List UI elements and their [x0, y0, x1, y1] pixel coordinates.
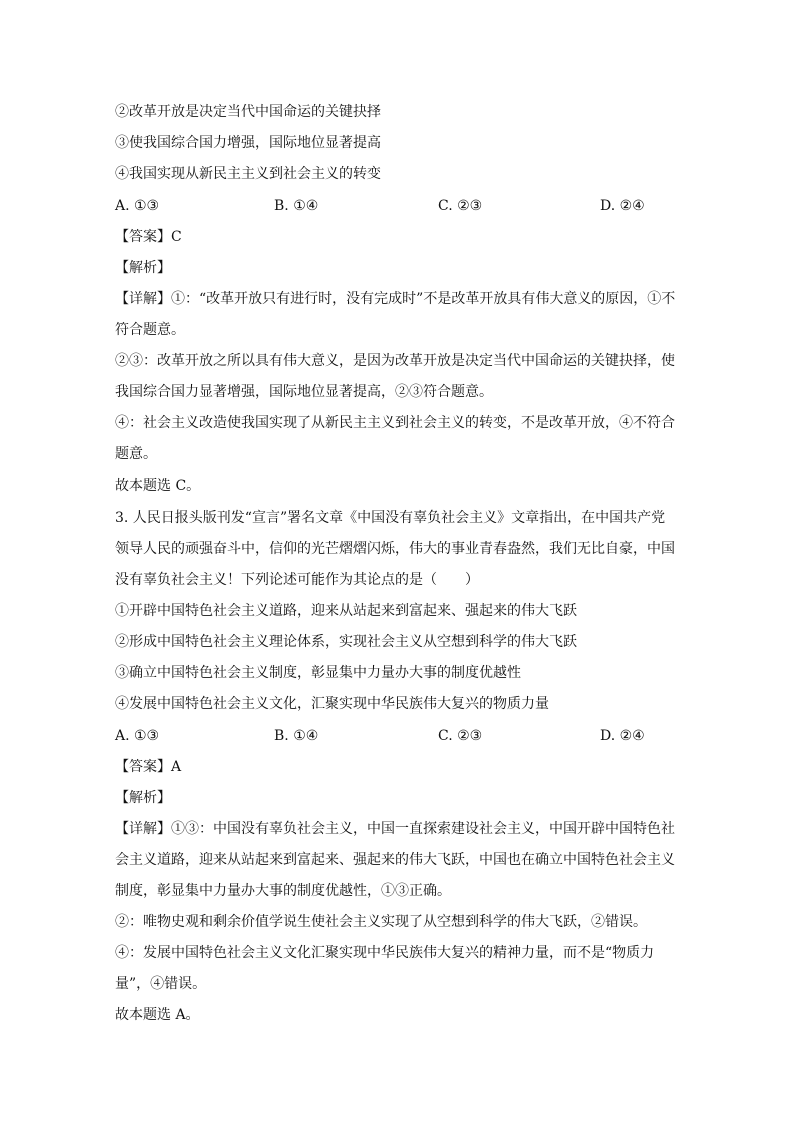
- q3-option-c: C. ②③: [438, 728, 483, 744]
- q3-option-a: A. ①③: [115, 728, 160, 744]
- q3-detail-line: 【详解】①③：中国没有辜负社会主义，中国一直探索建设社会主义，中国开辟中国特色社: [115, 821, 675, 837]
- q2-analysis-label: 【解析】: [115, 260, 171, 276]
- q3-item-3: ③确立中国特色社会主义制度，彰显集中力量办大事的制度优越性: [115, 665, 521, 681]
- q2-options: [115, 196, 685, 216]
- q2-option-c: C. ②③: [438, 198, 483, 214]
- q2-option-d: D. ②④: [600, 198, 645, 214]
- q3-options: [115, 726, 685, 746]
- q3-detail-line: 制度，彰显集中力量办大事的制度优越性，①③正确。: [115, 883, 451, 899]
- q3-stem-line: 3. 人民日报头版刊发“宣言”署名文章《中国没有辜负社会主义》文章指出，在中国共产党: [115, 510, 666, 526]
- q2-detail-line: 符合题意。: [115, 322, 185, 338]
- q2-option-a: A. ①③: [115, 198, 160, 214]
- q3-option-b: B. ①④: [274, 728, 319, 744]
- q2-item-3: ③使我国综合国力增强，国际地位显著提高: [115, 135, 381, 151]
- q2-detail-line: 题意。: [115, 446, 157, 462]
- q3-item-1: ①开辟中国特色社会主义道路，迎来从站起来到富起来、强起来的伟大飞跃: [115, 603, 577, 619]
- q3-detail-line: 会主义道路，迎来从站起来到富起来、强起来的伟大飞跃，中国也在确立中国特色社会主义: [115, 852, 675, 868]
- q2-answer: 【答案】C: [115, 229, 182, 245]
- q2-detail-line: 我国综合国力显著增强，国际地位显著提高，②③符合题意。: [115, 384, 493, 400]
- q3-detail-line: 故本题选 A。: [115, 1007, 200, 1023]
- q2-detail-line: ②③：改革开放之所以具有伟大意义，是因为改革开放是决定当代中国命运的关键抉择，使: [115, 353, 675, 369]
- q3-item-2: ②形成中国特色社会主义理论体系，实现社会主义从空想到科学的伟大飞跃: [115, 634, 577, 650]
- q3-answer: 【答案】A: [115, 759, 182, 775]
- q3-detail-line: ②：唯物史观和剩余价值学说生使社会主义实现了从空想到科学的伟大飞跃，②错误。: [115, 914, 647, 930]
- q3-stem-line: 没有辜负社会主义！下列论述可能作为其论点的是（ ）: [115, 572, 479, 588]
- q2-item-4: ④我国实现从新民主主义到社会主义的转变: [115, 166, 381, 182]
- q3-option-d: D. ②④: [600, 728, 645, 744]
- q3-analysis-label: 【解析】: [115, 790, 171, 806]
- q2-detail-line: 【详解】①：“改革开放只有进行时，没有完成时”不是改革开放具有伟大意义的原因，①不: [115, 291, 676, 307]
- q3-item-4: ④发展中国特色社会主义文化，汇聚实现中华民族伟大复兴的物质力量: [115, 696, 549, 712]
- q3-stem-line: 领导人民的顽强奋斗中，信仰的光芒熠熠闪烁，伟大的事业青春盎然，我们无比自豪，中国: [115, 541, 675, 557]
- q2-item-2: ②改革开放是决定当代中国命运的关键抉择: [115, 104, 381, 120]
- q2-detail-line: ④：社会主义改造使我国实现了从新民主主义到社会主义的转变，不是改革开放，④不符合: [115, 415, 675, 431]
- q2-detail-line: 故本题选 C。: [115, 478, 201, 494]
- q3-detail-line: ④：发展中国特色社会主义文化汇聚实现中华民族伟大复兴的精神力量，而不是“物质力: [115, 945, 655, 961]
- q3-detail-line: 量”，④错误。: [115, 976, 207, 992]
- q2-option-b: B. ①④: [274, 198, 319, 214]
